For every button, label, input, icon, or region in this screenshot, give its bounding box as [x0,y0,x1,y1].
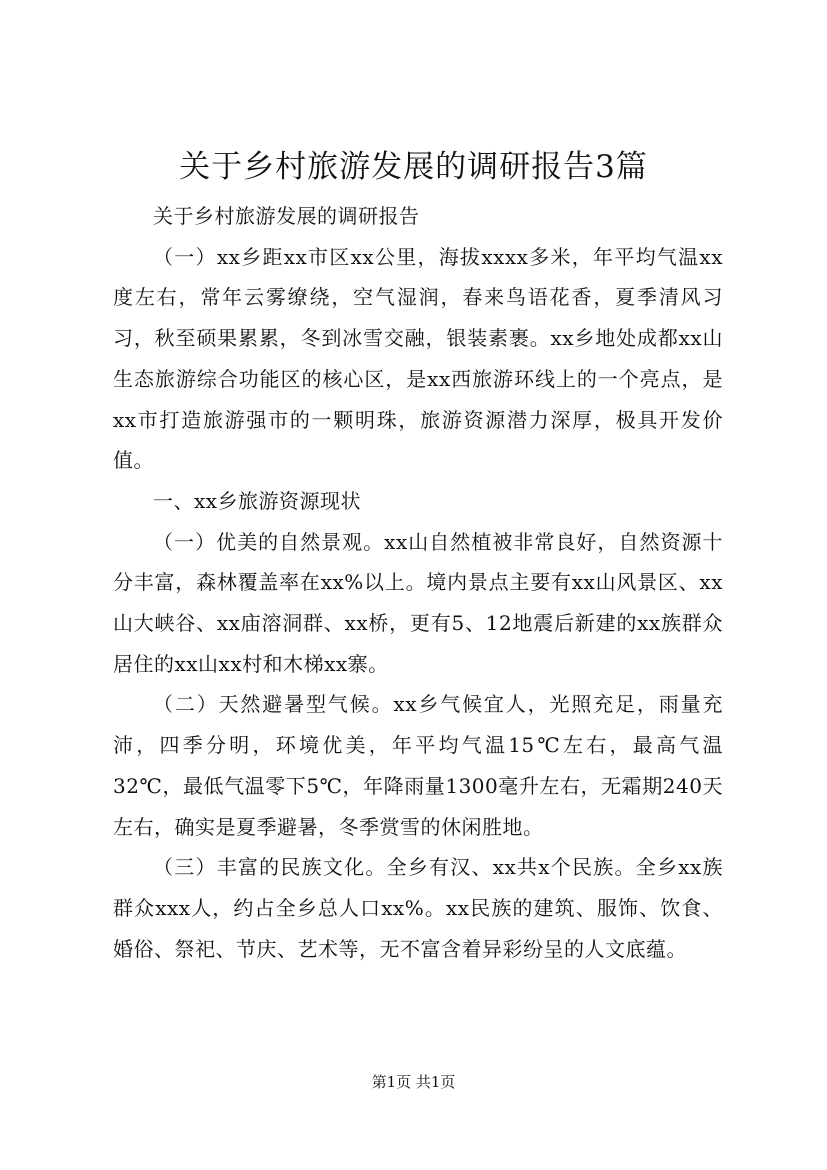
paragraph-climate: （二）天然避暑型气候。xx乡气候宜人，光照充足，雨量充沛，四季分明，环境优美，年平均气温15℃左右，最高气温32℃，最低气温零下5℃，年降雨量1300毫升左右，无霜期240天左右，确实是夏季避暑，冬季赏雪的休闲胜地。 [113,692,723,839]
paragraph-subtitle: 关于乡村旅游发展的调研报告 [153,204,420,228]
document-title: 关于乡村旅游发展的调研报告3篇 [179,149,648,185]
paragraph-overview: （一）xx乡距xx市区xx公里，海拔xxxx多米，年平均气温xx度左右，常年云雾缭绕，空气湿润，春来鸟语花香，夏季清风习习，秋至硕果累累，冬到冰雪交融，银装素裹。xx乡地处成都xx山生态旅游综合功能区的核心区，是xx西旅游环线上的一个亮点，是xx市打造旅游强市的一颗明珠，旅游资源潜力深厚，极具开发价值。 [113,244,723,473]
page-number-footer: 第1页 共1页 [371,1073,456,1091]
paragraph-natural-scenery: （一）优美的自然景观。xx山自然植被非常良好，自然资源十分丰富，森林覆盖率在xx%以上。境内景点主要有xx山风景区、xx山大峡谷、xx庙溶洞群、xx桥，更有5、12地震后新建的xx族群众居住的xx山xx村和木梯xx寨。 [113,529,723,676]
section-heading-resources: 一、xx乡旅游资源现状 [153,488,362,513]
document-body [113,196,723,969]
paragraph-ethnic-culture: （三）丰富的民族文化。全乡有汉、xx共x个民族。全乡xx族群众xxx人，约占全乡总人口xx%。xx民族的建筑、服饰、饮食、婚俗、祭祀、节庆、艺术等，无不富含着异彩纷呈的人文底蕴。 [113,855,723,961]
